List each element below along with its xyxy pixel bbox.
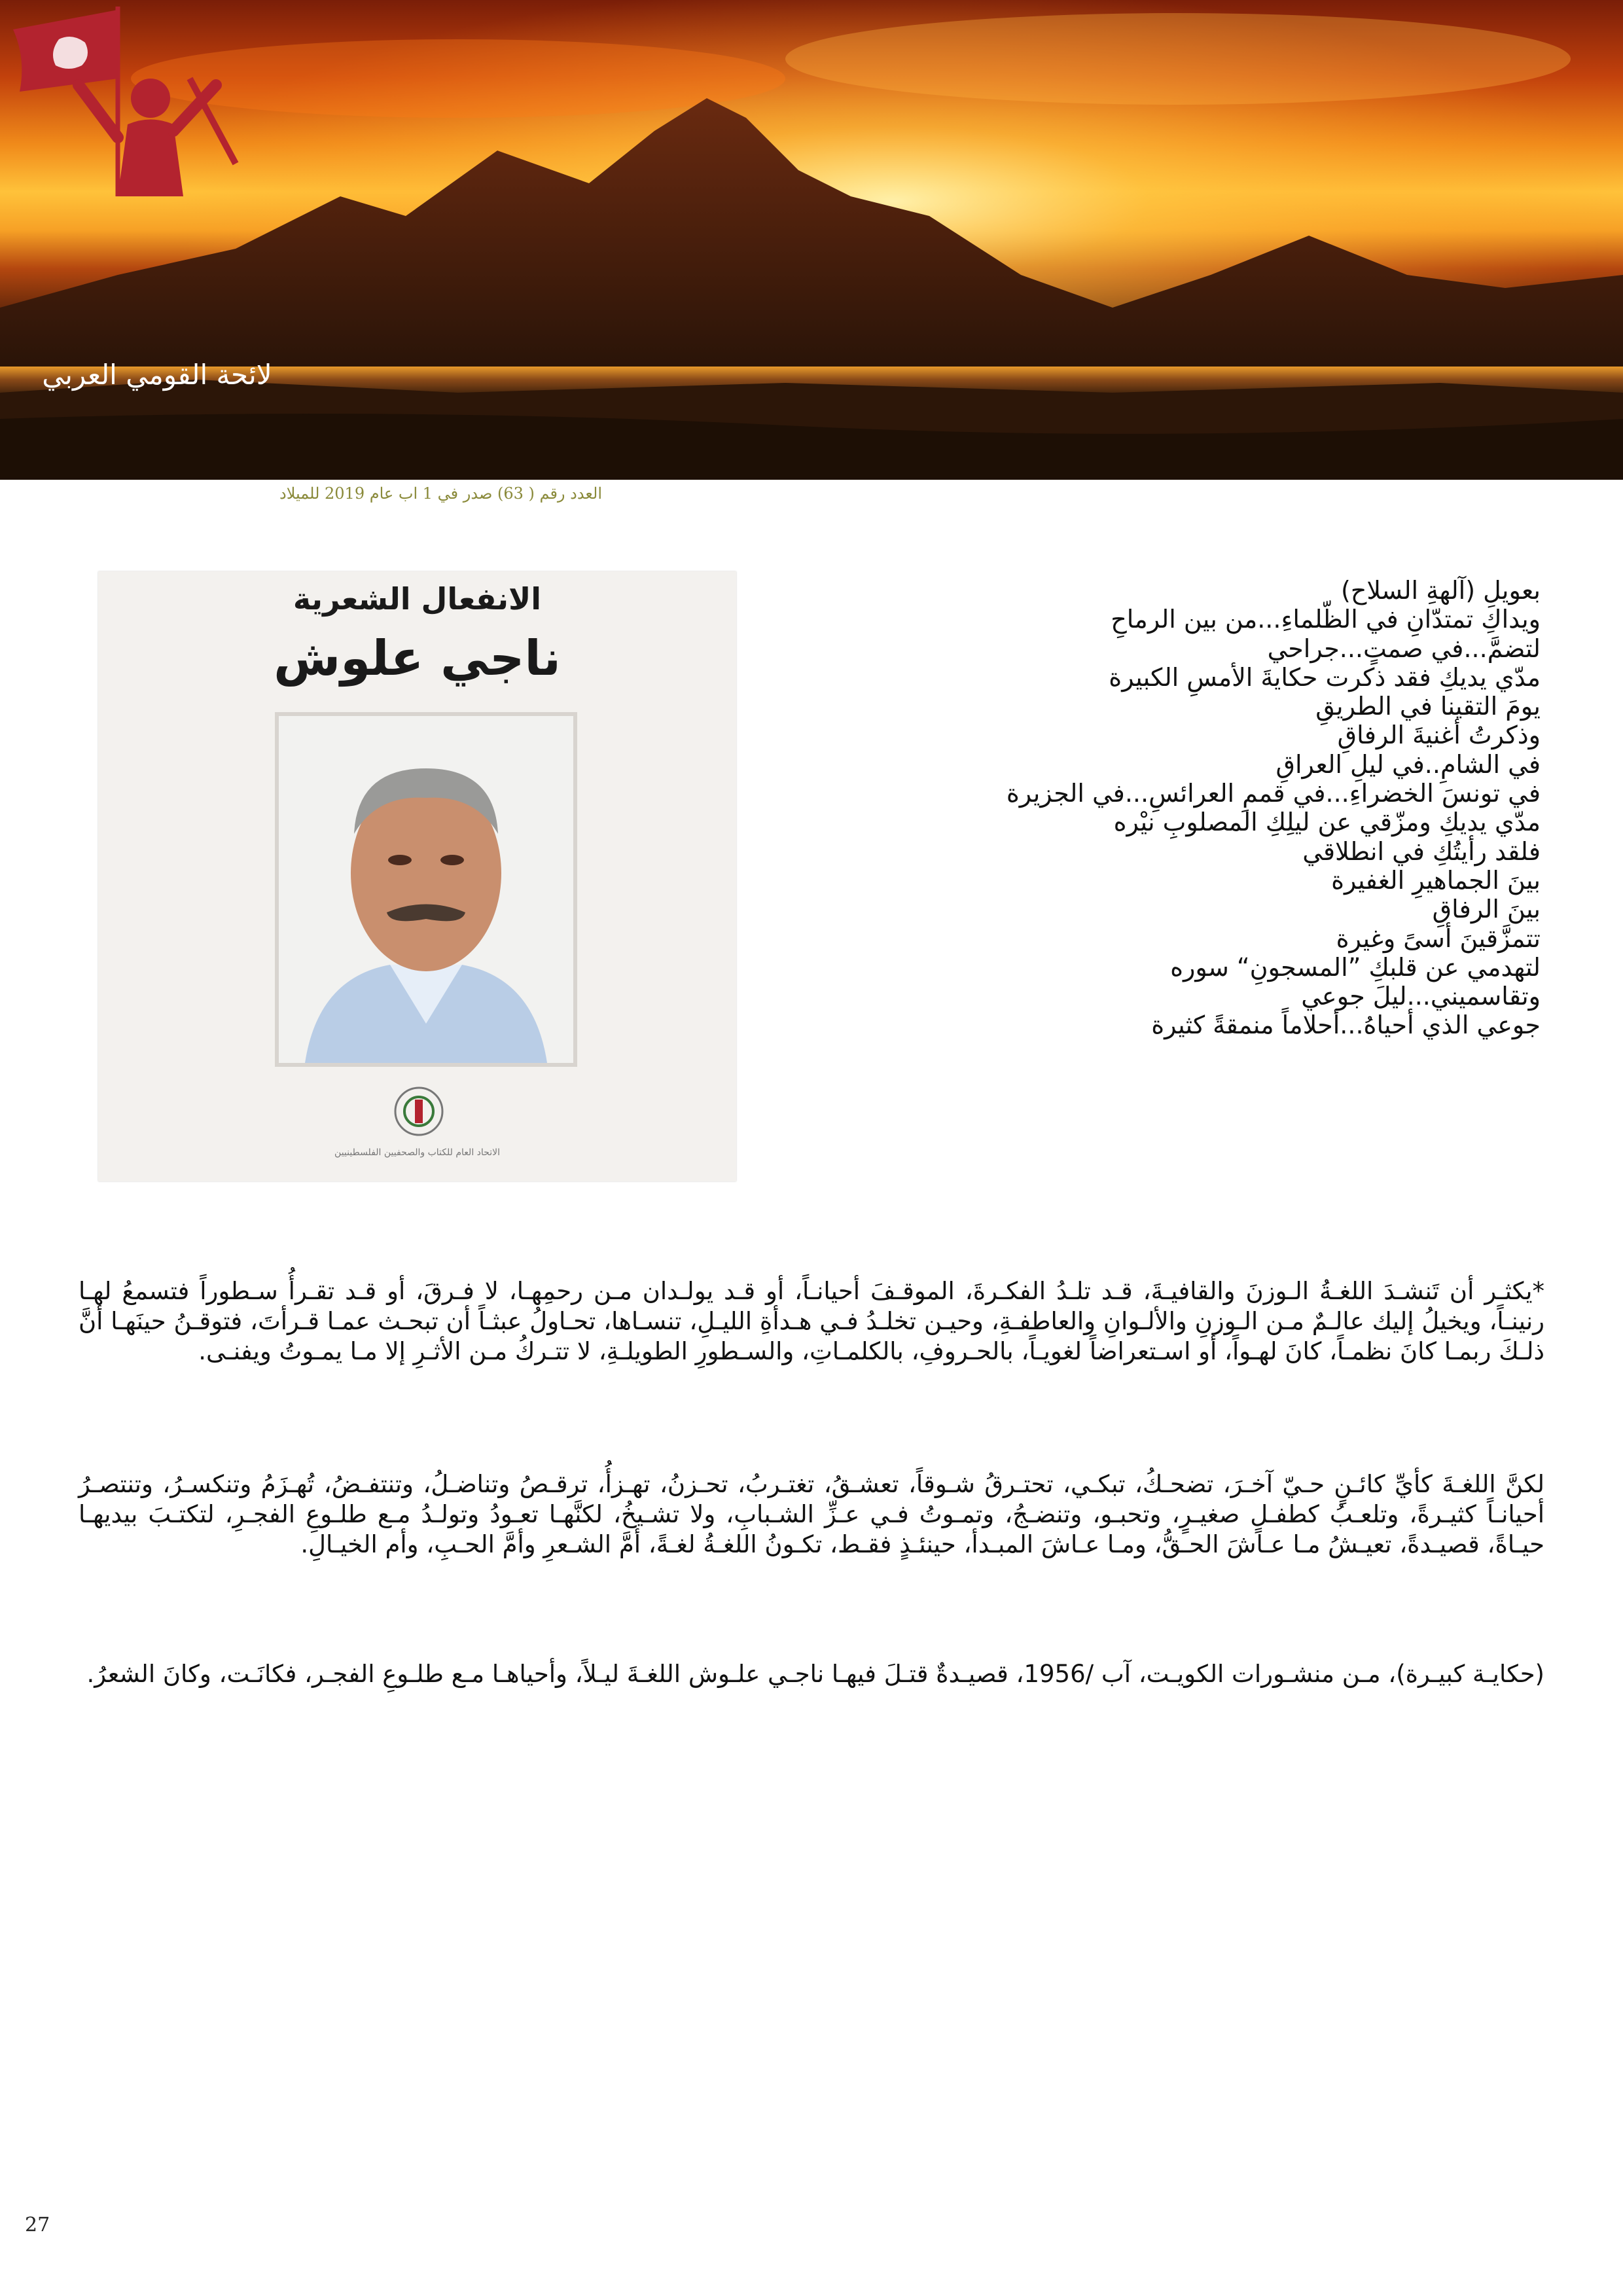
body-paragraph-1: *يكثـر أن تَنشـدَ اللغـةُ الـوزنَ والقافيـةَ، قـد تلـدُ الفكـرةَ، الموقـفَ أحيانـاً، أو قـد يولـدان مـن رحمِهـا، لا فـرقَ، أو قـد تقـرأُ سـطوراً فتسمعُ لهـا رنينـاً، ويخيلُ إليك عالـمٌ مـن الـوزنِ والألـوانِ والعاطفـةِ، وحيـن تخلـدُ فـي هـدأةِ الليـلِ، تنسـاها، تحـاولُ عبثـاً أن تبحـث عمـا قـرأتَ، فتوقـنُ حينَهـا أنَّ ذلـكَ ربمـا كانَ نظمـاً، كانَ لهـواً، أو اسـتعراضاً لغويـاً، بالحـروفِ، بالكلمـاتِ، والسـطورِ الطويلـةِ، لا تتـركُ مـن الأثـرِ إلا مـا يمـوتُ ويفنـى. [79, 1277, 1544, 1365]
poem-line: وتقاسميني...ليلَ جوعي [1301, 982, 1541, 1011]
poem-line: ويداكِ تمتدّانِ في الظّلماءِ...من بين الرماحِ [1111, 605, 1541, 634]
poem [768, 576, 1541, 1040]
poem-line: لتضمَّ...في صمتٍ...جراحي [1267, 634, 1541, 663]
poem-line: بعويلِ (آلهةِ السلاح) [1341, 576, 1541, 605]
book-title: الانفعال الشعرية [293, 581, 542, 617]
publisher-emblem-icon [393, 1085, 445, 1138]
cover-footer-text: الاتحاد العام للكتاب والصحفيين الفلسطينيين [334, 1147, 500, 1158]
poem-line: وذكرتُ أغنيةَ الرفاقِ [1337, 721, 1541, 750]
poem-line: في تونسَ الخضراءِ...في قممِ العرائسِ...في الجزيرة [1006, 779, 1541, 808]
author-portrait [275, 712, 577, 1067]
poem-line: فلقد رأيتُكِ في انطلاقي [1302, 836, 1541, 866]
poem-line: جوعي الذي أحياهُ...أحلاماً منمقةً كثيرة [1151, 1011, 1541, 1040]
poem-line: مدّي يديكِ ومزّقي عن ليلِكِ المصلوبِ نيْره [1113, 808, 1541, 837]
poem-line: تتمزَّقينَ أسىً وغيرة [1336, 924, 1541, 953]
logo-text: لائحة القومي العربي [42, 359, 272, 391]
poem-line: بينَ الرفاقِ [1432, 895, 1541, 924]
poem-line: بينَ الجماهيرِ الغفيرة [1331, 865, 1541, 895]
poem-line: في الشامِ..في ليلِ العراقِ [1275, 749, 1541, 779]
book-cover-image [98, 571, 736, 1181]
body-paragraph-2: لكنَّ اللغـةَ كأيِّ كائـنٍ حـيّ آخـرَ، تضحـكُ، تبكـي، تحتـرقُ شـوقاً، تعشـقُ، تغتـربُ، تحـزنُ، تهـزأُ، ترقـصُ وتناضـلُ، وتنتفـضُ، تُهـزَمُ وتنكسـرُ، وتنتصـرُ أحيانـاً كثيـرةً، وتلعـبُ كطفـلٍ صغيـرٍ، وتحبـو، وتنضـجُ، وتمـوتُ فـي عـزِّ الشـبابِ، ولا تشـيخُ، لكنَّهـا تعـودُ وتولـدُ مـع طلـوعِ الفجـرِ، لتكتـبَ بيديهـا حيـاةً، قصيـدةً، تعيـشُ مـا عـاشَ الحـقُّ، ومـا عـاشَ المبـدأ، حينئـذٍ فقـط، تكـونُ اللغـةُ لغـةً، أمَّ الشـعرِ وأمَّ الحـبِ، وأم الخيـالِ. [79, 1470, 1544, 1558]
body-paragraph-3: (حكايـة كبيـرة)، مـن منشـورات الكويـت، آب /1956، قصيـدةٌ قتـلَ فيهـا ناجـي علـوش اللغـةَ ليـلاً، وأحياهـا مـع طلـوعِ الفجـر، فكانَـت، وكانَ الشعرُ. [86, 1660, 1544, 1688]
poem-line: لتهدمي عن قلبكِ ”المسجونِ“ سوره [1170, 952, 1541, 982]
issue-line: العدد رقم ( 63) صدر في 1 اب عام 2019 للميلاد [279, 484, 602, 503]
poem-line: مدّي يديكِ فقد ذكرت حكايةَ الأمسِ الكبيرة [1109, 662, 1541, 692]
page-number: 27 [25, 2214, 50, 2236]
book-author: ناجي علوش [274, 630, 561, 687]
poem-line: يومَ التقينا في الطريقِ [1315, 692, 1541, 721]
header-banner [0, 0, 1623, 480]
logo-icon [0, 0, 255, 249]
